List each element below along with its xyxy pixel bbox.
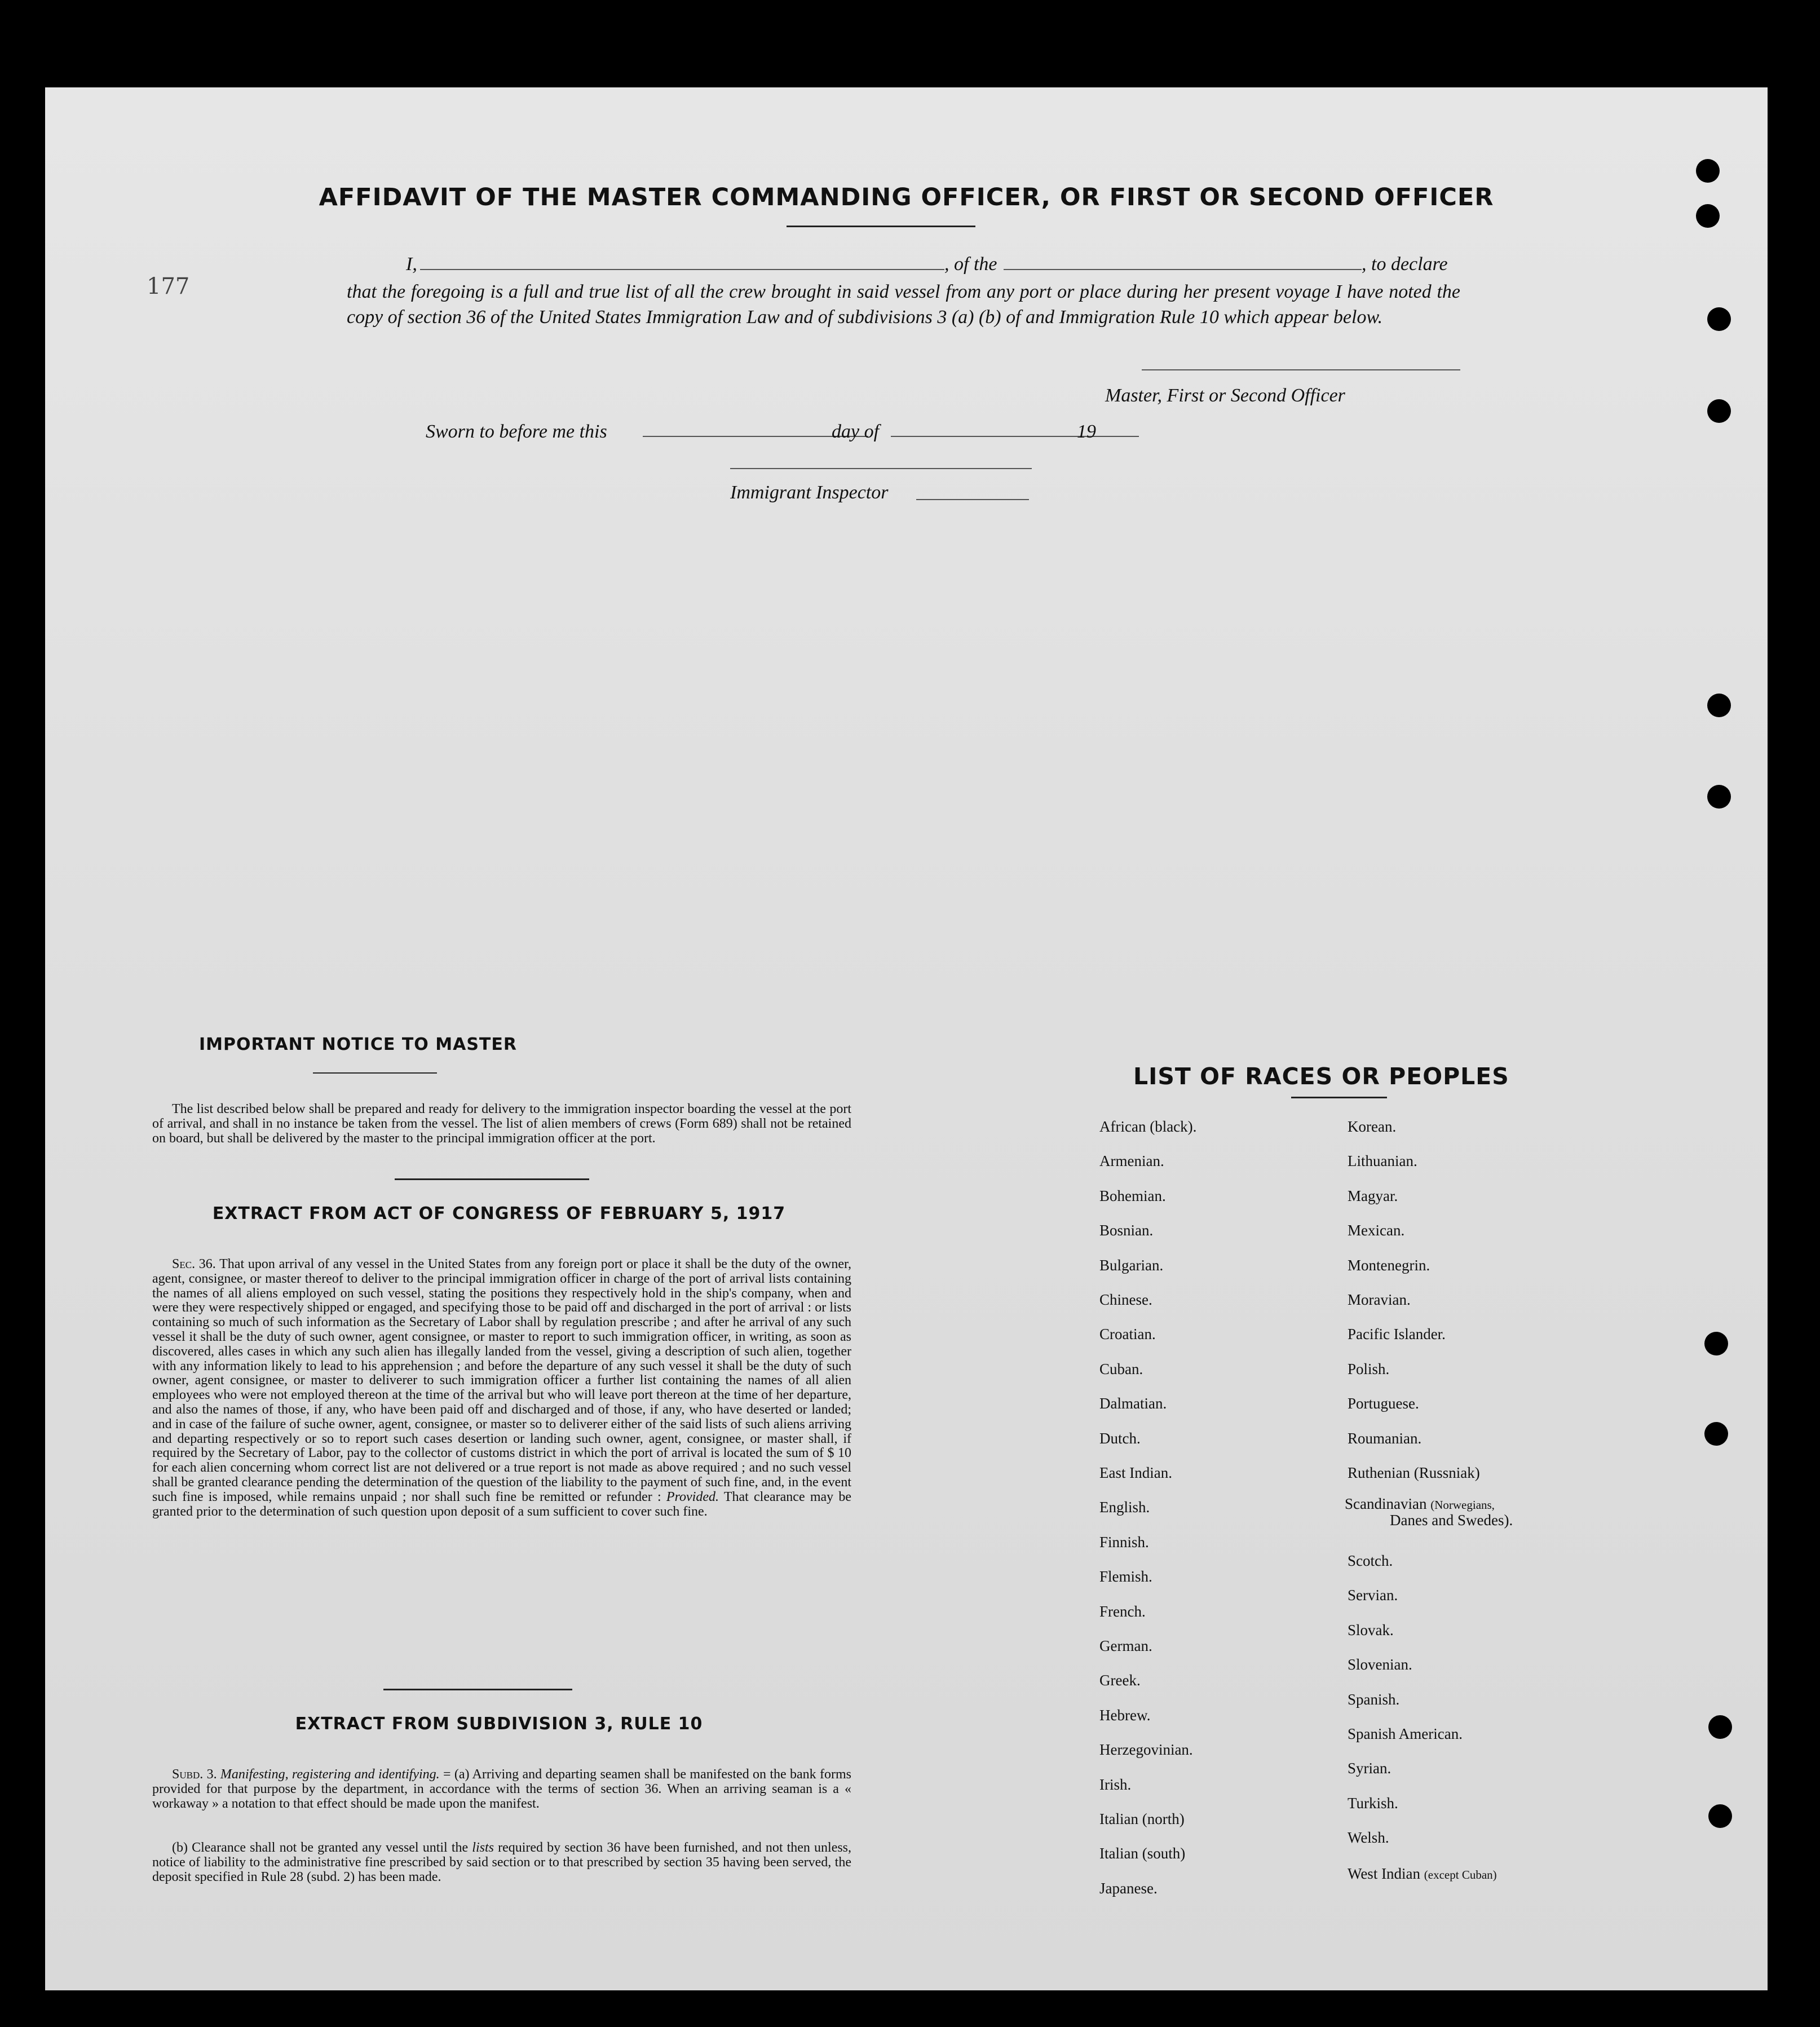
inspector-name-field[interactable] — [916, 499, 1029, 500]
race-item: Herzegovinian. — [1099, 1741, 1193, 1759]
race-item: Montenegrin. — [1348, 1256, 1430, 1274]
races-rule — [1291, 1097, 1387, 1098]
race-item: Polish. — [1348, 1360, 1390, 1377]
race-item: Bohemian. — [1099, 1187, 1166, 1204]
punch-hole — [1696, 159, 1720, 183]
race-item: Turkish. — [1348, 1794, 1398, 1812]
rule-extract-title: EXTRACT FROM SUBDIVISION 3, RULE 10 — [295, 1714, 703, 1734]
punch-hole — [1707, 399, 1731, 423]
race-item: Italian (north) — [1099, 1810, 1185, 1827]
race-west-indian-label: West Indian — [1348, 1865, 1421, 1882]
race-item: Dalmatian. — [1099, 1395, 1167, 1412]
race-item: German. — [1099, 1637, 1152, 1654]
race-item: Mexican. — [1348, 1222, 1405, 1239]
races-title: LIST OF RACES OR PEOPLES — [1133, 1063, 1509, 1090]
race-item: Hebrew. — [1099, 1706, 1151, 1724]
signature-line[interactable] — [1142, 369, 1460, 370]
race-item: Slovenian. — [1348, 1656, 1412, 1673]
subd-label: Subd. 3. — [172, 1767, 217, 1782]
race-item: Spanish American. — [1348, 1725, 1463, 1742]
sec-36-text-end: That clearance may be granted prior to the determination of such question upon deposit of a sum sufficient to cover such fine. — [152, 1489, 852, 1519]
race-scandinavian — [1345, 1495, 1495, 1513]
race-item: English. — [1099, 1499, 1150, 1516]
race-item: Korean. — [1348, 1118, 1397, 1135]
race-item: Welsh. — [1348, 1829, 1389, 1847]
race-item: Dutch. — [1099, 1429, 1141, 1447]
year-field[interactable] — [1099, 436, 1139, 437]
notice-end-rule — [395, 1178, 589, 1180]
i-label: I, — [406, 254, 417, 275]
vessel-field[interactable] — [1004, 269, 1362, 270]
race-item: Armenian. — [1099, 1152, 1164, 1170]
notice-rule — [313, 1072, 437, 1074]
page-number: 177 — [147, 273, 190, 299]
form-page — [45, 87, 1768, 1990]
race-item: French. — [1099, 1602, 1146, 1620]
sworn-label: Sworn to before me this — [426, 421, 607, 442]
race-item: Moravian. — [1348, 1291, 1411, 1308]
rule-extract-para-a — [152, 1768, 851, 1811]
of-the-label: , of the — [944, 254, 997, 275]
race-item: Flemish. — [1099, 1568, 1152, 1586]
race-item: Magyar. — [1348, 1187, 1398, 1204]
punch-hole — [1707, 694, 1731, 717]
subd-heading: Manifesting, registering and identifying. — [220, 1767, 440, 1782]
para-b-lists: lists — [472, 1840, 494, 1855]
race-item: Finnish. — [1099, 1533, 1149, 1551]
race-item: Greek. — [1099, 1672, 1141, 1689]
day-of-label: day of — [832, 421, 880, 442]
act-extract-title: EXTRACT FROM ACT OF CONGRESS OF FEBRUARY 5, 1917 — [212, 1204, 786, 1224]
affidavit-statement: that the foregoing is a full and true list of all the crew brought in said vessel from any port or place during her present voyage I have noted the copy of section 36 of the United States Immigration Law and of subdivisions 3 (a) (b) of and Immigration Rule 10 which appear below. — [347, 281, 1460, 328]
rule-extract-para-b — [152, 1841, 851, 1884]
race-item: Cuban. — [1099, 1360, 1143, 1377]
race-item: Bulgarian. — [1099, 1256, 1164, 1274]
race-west-indian — [1348, 1865, 1497, 1883]
race-item: Lithuanian. — [1348, 1152, 1417, 1170]
race-item: Scotch. — [1348, 1552, 1393, 1569]
race-item: Ruthenian (Russniak) — [1348, 1464, 1480, 1481]
punch-hole — [1707, 307, 1731, 331]
affidavit-title: AFFIDAVIT OF THE MASTER COMMANDING OFFICER, OR FIRST OR SECOND OFFICER — [319, 183, 1494, 211]
race-west-indian-note: (except Cuban) — [1424, 1868, 1497, 1882]
race-item: Bosnian. — [1099, 1222, 1154, 1239]
punch-hole — [1704, 1332, 1728, 1355]
notice-text: The list described below shall be prepared and ready for delivery to the immigration inspector boarding the vessel at the port of arrival, and shall in no instance be taken from the vessel. The list of alien members of crews (Form 689) shall not be retained on board, but shall be delivered by the master to the principal immigration officer at the port. — [152, 1102, 851, 1146]
to-declare-label: , to declare — [1362, 254, 1448, 275]
punch-hole — [1704, 1422, 1728, 1446]
race-item: Japanese. — [1099, 1879, 1158, 1897]
name-field[interactable] — [420, 269, 944, 270]
inspector-caption: Immigrant Inspector — [730, 482, 889, 503]
title-rule — [787, 226, 975, 227]
sec-36-text: That upon arrival of any vessel in the United States from any foreign port or place it shall be the duty of the owner, agent, consignee, or master thereof to deliver to the principal immigration officer in charge of the port of arrival lists containing the names of all aliens employed on such vessel, stating the positions they respectively hold in the ship's company, when and were they were respectively shipped or engaged, and specifying those to be paid off and discharged in the port of arrival : or lists containing so much of such information as the Secretary of Labor shall by regulation prescribe ; and after he arrival of any such vessel it shall be the duty of such owner, agent consignee, or master to report to such immigration officer, in writing, as soon as discovered, alles cases in which any such alien has illegally landed from the vessel, giving a description of such alien, together with any information likely to lead to his apprehension ; and before the departure of any such vessel it shall be the duty of such owner, agent consignee, or master to deliverer to such immigration officer a further list containing the names of all alien employees who were not employed thereon at the time of the arrival but who will leave port thereon at the time of her departure, and also the names of those, if any, who have been paid off and discharged and of those, if any, who have deserted or landed; and in case of the failure of suche owner, agent, consignee, or master so to deliverer either of the said lists of such aliens arriving and departing respectively or so to report such cases desertion or landing such owner, agent, consignee, or master shall, if required by the Secretary of Labor, pay to the collector of customs district in which the port of arrival is located the sum of $ 10 for each alien concerning whom correct list are not delivered or a true report is not made as above required ; and no such vessel shall be granted clearance pending the determination of the question of the liability to the payment of such fine, and, in the event such fine is imposed, while remains unpaid ; nor shall such fine be remitted or refunder : — [152, 1257, 852, 1504]
punch-hole — [1696, 204, 1720, 228]
race-item: East Indian. — [1099, 1464, 1172, 1481]
act-end-rule — [383, 1689, 572, 1690]
signature-caption: Master, First or Second Officer — [1105, 385, 1345, 406]
inspector-signature-line[interactable] — [730, 468, 1032, 469]
race-scandinavian-note-2: Danes and Swedes). — [1390, 1512, 1513, 1529]
race-scandinavian-note-1: (Norwegians, — [1430, 1498, 1495, 1512]
race-item: Spanish. — [1348, 1690, 1400, 1708]
punch-hole — [1707, 785, 1731, 809]
para-b-start: (b) Clearance shall not be granted any vessel until the — [172, 1840, 469, 1855]
race-item: Syrian. — [1348, 1760, 1391, 1777]
race-item: Irish. — [1099, 1776, 1132, 1793]
race-scandinavian-label: Scandinavian — [1345, 1495, 1427, 1512]
para-b-end: required by section 36 have been furnished, and not then unless, notice of liability to the administrative fine prescribed by said section or to that prescribed by section 35 having been served, the deposit specified in Rule 28 (subd. 2) has been made. — [152, 1840, 852, 1884]
act-extract-text — [152, 1257, 851, 1519]
punch-hole — [1708, 1804, 1732, 1828]
race-item: Servian. — [1348, 1587, 1398, 1604]
punch-hole — [1708, 1715, 1732, 1739]
race-item: Roumanian. — [1348, 1429, 1422, 1447]
notice-title: IMPORTANT NOTICE TO MASTER — [199, 1035, 517, 1054]
race-item: Portuguese. — [1348, 1395, 1419, 1412]
race-item: Chinese. — [1099, 1291, 1152, 1308]
race-item: Croatian. — [1099, 1326, 1156, 1343]
year-label: 19 — [1077, 421, 1096, 442]
provided-label: Provided. — [666, 1489, 719, 1504]
race-item: African (black). — [1099, 1118, 1197, 1135]
race-item: Pacific Islander. — [1348, 1326, 1446, 1343]
race-item: Italian (south) — [1099, 1845, 1186, 1862]
race-item: Slovak. — [1348, 1621, 1394, 1639]
para-a-text: = (a) Arriving and departing seamen shall be manifested on the bank forms provided for that purpose by the department, in accordance with the terms of section 36. When an arriving seaman is a « workaway » a notation to that effect should be made upon the manifest. — [152, 1767, 852, 1811]
sec-label: Sec. 36. — [172, 1257, 216, 1271]
